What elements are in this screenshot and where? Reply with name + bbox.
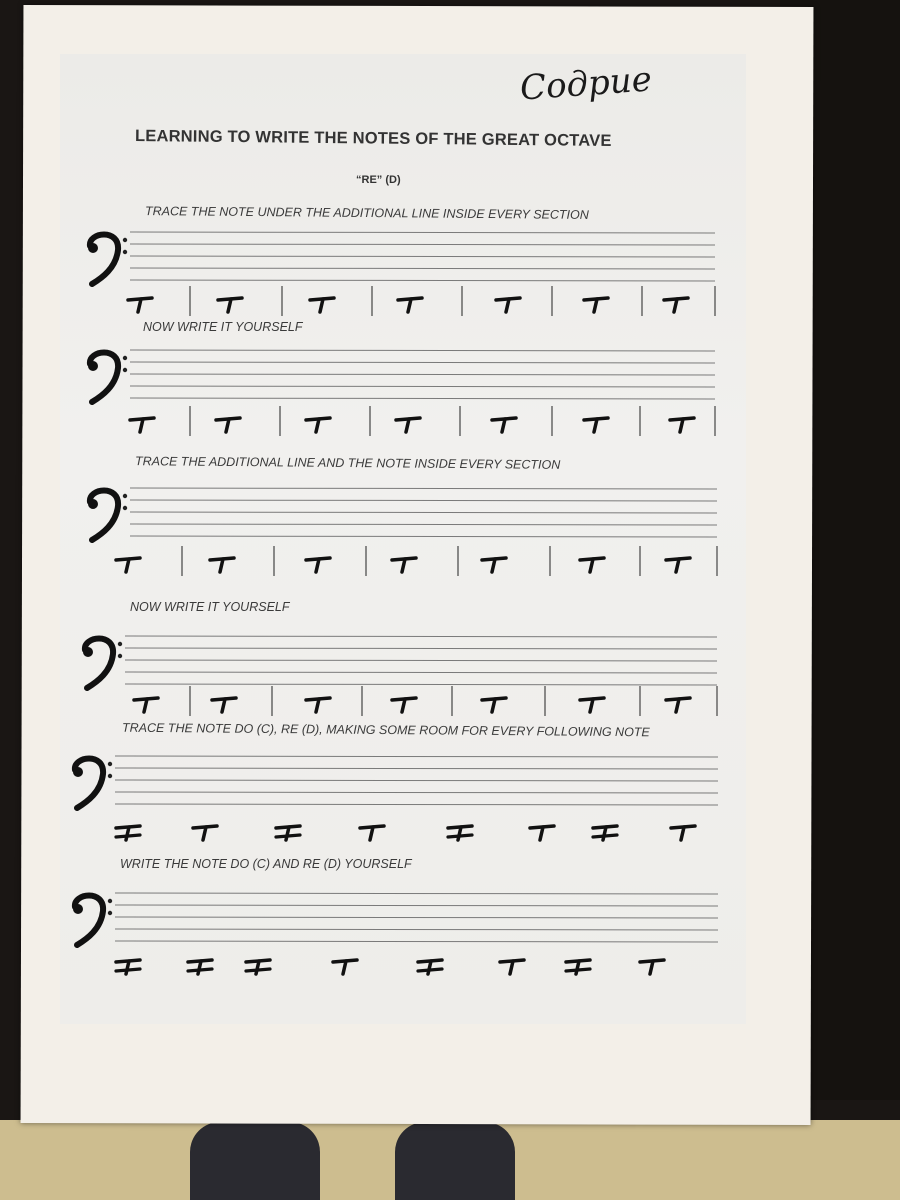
note-stem-mark xyxy=(370,827,373,840)
note-stem-mark xyxy=(138,299,141,312)
bass-clef-icon xyxy=(90,491,118,541)
note-stem-mark xyxy=(402,559,405,572)
staff-line xyxy=(125,660,717,661)
note-stem-mark xyxy=(681,827,684,840)
note-stem-mark xyxy=(458,827,461,840)
note-stem-mark xyxy=(343,961,346,974)
bass-clef-icon xyxy=(75,759,103,809)
note-stem-mark xyxy=(316,699,319,712)
bass-clef-dot xyxy=(108,899,112,903)
note-stem-mark xyxy=(256,961,259,974)
staff-line xyxy=(130,256,715,257)
note-stem-mark xyxy=(286,827,289,840)
note-stem-mark xyxy=(228,299,231,312)
ledger-line-mark xyxy=(418,969,442,971)
note-stem-mark xyxy=(650,961,653,974)
staff-line xyxy=(130,244,715,245)
note-stem-mark xyxy=(203,827,206,840)
instruction-6: WRITE THE NOTE DO (C) AND RE (D) YOURSELF xyxy=(120,857,412,871)
note-stem-mark xyxy=(680,419,683,432)
staff-line xyxy=(130,500,717,501)
bass-clef-dot xyxy=(88,499,98,509)
note-stem-mark xyxy=(594,419,597,432)
note-stem-mark xyxy=(402,699,405,712)
staff-line xyxy=(130,536,717,537)
bass-clef-dot xyxy=(118,654,122,658)
staff-line xyxy=(130,398,715,399)
ledger-line-mark xyxy=(276,835,300,837)
note-stem-mark xyxy=(316,559,319,572)
handwritten-name: Cодрие xyxy=(518,59,654,109)
bass-clef-icon xyxy=(90,353,118,403)
note-stem-mark xyxy=(590,699,593,712)
staff-line xyxy=(115,929,718,930)
bass-clef-dot xyxy=(123,368,127,372)
instruction-2: NOW WRITE IT YOURSELF xyxy=(143,320,303,334)
staff-line xyxy=(130,268,715,269)
ledger-line-mark xyxy=(448,835,472,837)
staff-line xyxy=(130,362,715,363)
note-stem-mark xyxy=(316,419,319,432)
staff-line xyxy=(130,350,715,351)
note-stem-mark xyxy=(676,559,679,572)
note-stem-mark xyxy=(676,699,679,712)
note-stem-mark xyxy=(126,559,129,572)
staff-line xyxy=(130,524,717,525)
bass-clef-dot xyxy=(123,494,127,498)
note-stem-mark xyxy=(126,961,129,974)
staff-line xyxy=(125,648,717,649)
note-stem-mark xyxy=(222,699,225,712)
ledger-line-mark xyxy=(116,969,140,971)
bass-clef-dot xyxy=(108,762,112,766)
staff-line xyxy=(125,636,717,637)
staff-line xyxy=(130,374,715,375)
bass-clef-dot xyxy=(123,250,127,254)
worksheet-title: LEARNING TO WRITE THE NOTES OF THE GREAT OCTAVE xyxy=(134,126,612,150)
ledger-line-mark xyxy=(566,969,590,971)
bass-clef-dot xyxy=(108,774,112,778)
staff-line xyxy=(130,280,715,281)
note-stem-mark xyxy=(226,419,229,432)
note-stem-mark xyxy=(406,419,409,432)
staff-line xyxy=(115,768,718,769)
note-stem-mark xyxy=(576,961,579,974)
note-stem-mark xyxy=(492,559,495,572)
note-stem-mark xyxy=(428,961,431,974)
ledger-line-mark xyxy=(188,969,212,971)
bass-clef-dot xyxy=(73,904,83,914)
staff-line xyxy=(115,905,718,906)
bass-clef-icon xyxy=(75,896,103,946)
note-stem-mark xyxy=(590,559,593,572)
note-stem-mark xyxy=(408,299,411,312)
instruction-3: TRACE THE ADDITIONAL LINE AND THE NOTE INSIDE EVERY SECTION xyxy=(134,454,561,472)
bass-clef-dot xyxy=(123,506,127,510)
bass-clef-dot xyxy=(73,767,83,777)
instruction-5: TRACE THE NOTE DO (C), RE (D), MAKING SOME ROOM FOR EVERY FOLLOWING NOTE xyxy=(121,720,650,740)
staff-line xyxy=(115,804,718,805)
ledger-line-mark xyxy=(116,835,140,837)
note-stem-mark xyxy=(198,961,201,974)
note-stem-mark xyxy=(140,419,143,432)
note-stem-mark xyxy=(126,827,129,840)
note-stem-mark xyxy=(320,299,323,312)
note-stem-mark xyxy=(144,699,147,712)
bass-clef-dot xyxy=(123,238,127,242)
note-stem-mark xyxy=(603,827,606,840)
staff-line xyxy=(130,488,717,489)
note-stem-mark xyxy=(674,299,677,312)
staff-line xyxy=(130,512,717,513)
note-stem-mark xyxy=(220,559,223,572)
staff-line xyxy=(115,780,718,781)
bass-clef-dot xyxy=(88,243,98,253)
note-stem-mark xyxy=(506,299,509,312)
instruction-1: TRACE THE NOTE UNDER THE ADDITIONAL LINE INSIDE EVERY SECTION xyxy=(144,204,589,222)
note-stem-mark xyxy=(540,827,543,840)
ledger-line-mark xyxy=(246,969,270,971)
staff-line xyxy=(115,917,718,918)
bass-clef-dot xyxy=(123,356,127,360)
staff-line xyxy=(130,232,715,233)
staff-line xyxy=(125,684,717,685)
note-stem-mark xyxy=(510,961,513,974)
worksheet-subtitle: “RE” (D) xyxy=(356,174,401,186)
bass-clef-icon xyxy=(85,639,113,689)
staff-line xyxy=(115,941,718,942)
bass-clef-dot xyxy=(118,642,122,646)
staff-line xyxy=(115,792,718,793)
bass-clef-icon xyxy=(90,235,118,285)
staff-line xyxy=(115,756,718,757)
note-stem-mark xyxy=(492,699,495,712)
bass-clef-dot xyxy=(108,911,112,915)
ledger-line-mark xyxy=(593,835,617,837)
instruction-4: NOW WRITE IT YOURSELF xyxy=(130,600,290,614)
staff-line xyxy=(125,672,717,673)
note-stem-mark xyxy=(594,299,597,312)
bass-clef-dot xyxy=(83,647,93,657)
staff-line xyxy=(130,386,715,387)
note-stem-mark xyxy=(502,419,505,432)
bass-clef-dot xyxy=(88,361,98,371)
staff-line xyxy=(115,893,718,894)
